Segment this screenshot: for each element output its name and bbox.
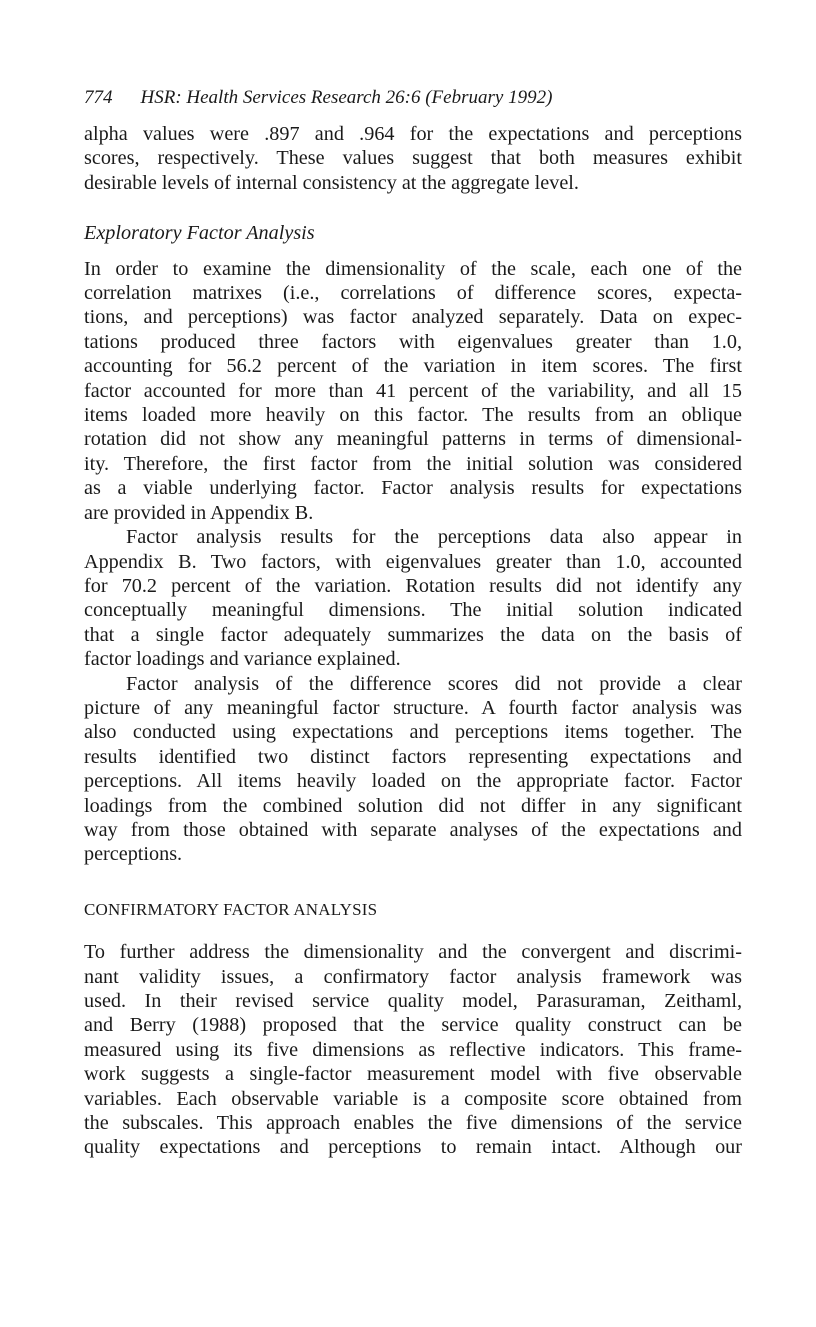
page-number: 774 <box>84 87 113 108</box>
text-line: as a viable underlying factor. Factor analysis results for expectations <box>84 477 742 500</box>
section-heading-confirmatory: CONFIRMATORY FACTOR ANALYSIS <box>84 899 378 919</box>
section-heading-exploratory: Exploratory Factor Analysis <box>84 222 315 245</box>
paragraph-continued <box>84 122 742 195</box>
text-line: factor loadings and variance explained. <box>84 648 401 671</box>
text-line: To further address the dimensionality and the convergent and discrimi- <box>84 941 742 964</box>
text-line: quality expectations and perceptions to remain intact. Although our <box>84 1136 742 1159</box>
paragraph-dimensionality <box>84 257 742 525</box>
text-line: measured using its five dimensions as reflective indicators. This frame- <box>84 1038 742 1061</box>
text-line: conceptually meaningful dimensions. The initial solution indicated <box>84 599 742 622</box>
paragraph-perceptions <box>84 525 742 671</box>
paragraph-confirmatory <box>84 940 742 1160</box>
paragraph-difference-scores <box>84 672 742 867</box>
text-line: also conducted using expectations and perceptions items together. The <box>84 721 742 744</box>
text-line: nant validity issues, a confirmatory factor analysis framework was <box>84 965 742 988</box>
text-line: Factor analysis of the difference scores did not provide a clear <box>126 672 742 695</box>
text-line: factor accounted for more than 41 percent of the variability, and all 15 <box>84 379 742 402</box>
text-line: items loaded more heavily on this factor. The results from an oblique <box>84 404 742 427</box>
text-line: desirable levels of internal consistency at the aggregate level. <box>84 171 579 194</box>
text-line: Appendix B. Two factors, with eigenvalues greater than 1.0, accounted <box>84 550 742 573</box>
text-line: alpha values were .897 and .964 for the expectations and perceptions <box>84 123 742 145</box>
text-line: tions, and perceptions) was factor analyzed separately. Data on expec- <box>84 306 742 329</box>
text-line: Factor analysis results for the perceptions data also appear in <box>126 526 742 549</box>
text-line: scores, respectively. These values suggest that both measures exhibit <box>84 147 742 170</box>
text-line: perceptions. All items heavily loaded on the appropriate factor. Factor <box>84 770 742 793</box>
text-line: results identified two distinct factors representing expectations and <box>84 745 742 768</box>
running-title: HSR: Health Services Research 26:6 (February 1992) <box>140 87 553 108</box>
page <box>84 86 742 1160</box>
text-line: accounting for 56.2 percent of the variation in item scores. The first <box>84 355 742 378</box>
text-line: ity. Therefore, the first factor from the initial solution was considered <box>84 452 742 475</box>
running-header <box>84 86 742 110</box>
text-line: for 70.2 percent of the variation. Rotation results did not identify any <box>84 574 742 597</box>
text-line: In order to examine the dimensionality of the scale, each one of the <box>84 257 742 280</box>
text-line: correlation matrixes (i.e., correlations of difference scores, expecta- <box>84 282 742 305</box>
text-line: variables. Each observable variable is a composite score obtained from <box>84 1087 742 1110</box>
text-line: way from those obtained with separate analyses of the expectations and <box>84 818 742 841</box>
text-line: the subscales. This approach enables the five dimensions of the service <box>84 1112 742 1135</box>
text-line: work suggests a single-factor measurement model with five observable <box>84 1063 742 1086</box>
text-line: and Berry (1988) proposed that the service quality construct can be <box>84 1014 742 1037</box>
text-line: that a single factor adequately summarizes the data on the basis of <box>84 623 742 646</box>
text-line: tations produced three factors with eigenvalues greater than 1.0, <box>84 330 742 353</box>
text-line: loadings from the combined solution did not differ in any significant <box>84 794 742 817</box>
text-line: perceptions. <box>84 843 183 866</box>
text-line: are provided in Appendix B. <box>84 501 314 524</box>
text-line: picture of any meaningful factor structure. A fourth factor analysis was <box>84 696 742 719</box>
text-line: used. In their revised service quality model, Parasuraman, Zeithaml, <box>84 990 742 1012</box>
text-line: rotation did not show any meaningful patterns in terms of dimensional- <box>84 428 742 451</box>
